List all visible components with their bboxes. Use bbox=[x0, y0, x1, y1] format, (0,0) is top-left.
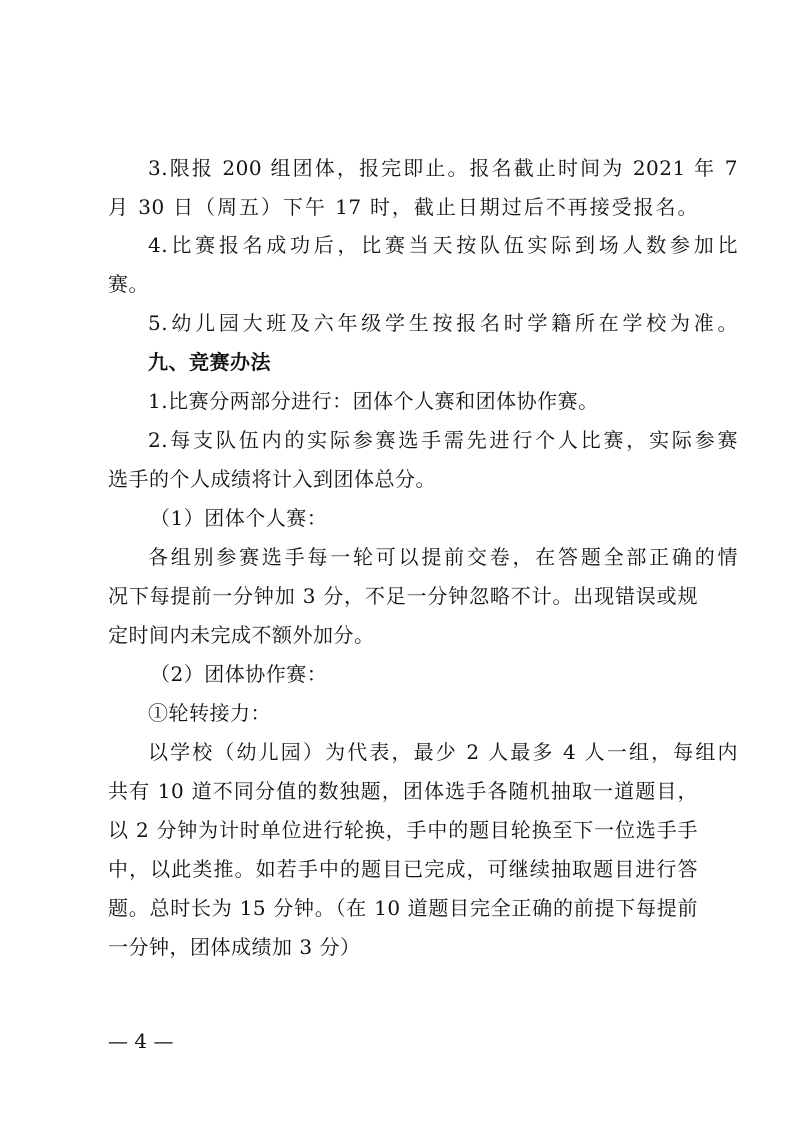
paragraph-line: 定时间内未完成不额外加分。 bbox=[108, 623, 375, 647]
paragraph-line: 1.比赛分两部分进行：团体个人赛和团体协作赛。 bbox=[148, 389, 599, 413]
paragraph-line: 赛。 bbox=[108, 272, 149, 296]
paragraph-line: 况下每提前一分钟加 3 分，不足一分钟忽略不计。出现错误或规 bbox=[108, 584, 698, 608]
subsection-heading: ①轮转接力： bbox=[148, 701, 271, 725]
paragraph-line: 月 30 日（周五）下午 17 时，截止日期过后不再接受报名。 bbox=[108, 195, 698, 219]
paragraph-line: 以 2 分钟为计时单位进行轮换，手中的题目轮换至下一位选手手 bbox=[108, 818, 698, 842]
paragraph-line: 3.限报 200 组团体，报完即止。报名截止时间为 2021 年 7 bbox=[148, 156, 738, 180]
subsection-heading: （1）团体个人赛： bbox=[150, 506, 328, 530]
paragraph-line: 5.幼儿园大班及六年级学生按报名时学籍所在学校为准。 bbox=[148, 311, 738, 335]
paragraph-line: 一分钟，团体成绩加 3 分） bbox=[108, 935, 361, 959]
paragraph-line: 2.每支队伍内的实际参赛选手需先进行个人比赛，实际参赛 bbox=[148, 428, 738, 452]
paragraph-line: 选手的个人成绩将计入到团体总分。 bbox=[108, 467, 436, 491]
paragraph-line: 中，以此类推。如若手中的题目已完成，可继续抽取题目进行答 bbox=[108, 857, 698, 881]
paragraph-line: 共有 10 道不同分值的数独题，团体选手各随机抽取一道题目， bbox=[108, 779, 698, 803]
paragraph-line: 各组别参赛选手每一轮可以提前交卷，在答题全部正确的情 bbox=[148, 545, 738, 569]
paragraph-line: 以学校（幼儿园）为代表，最少 2 人最多 4 人一组，每组内 bbox=[148, 740, 738, 764]
paragraph-line: 题。总时长为 15 分钟。（在 10 道题目完全正确的前提下每提前 bbox=[108, 896, 698, 920]
subsection-heading: （2）团体协作赛： bbox=[150, 662, 328, 686]
paragraph-line: 4.比赛报名成功后，比赛当天按队伍实际到场人数参加比 bbox=[148, 233, 738, 257]
section-heading: 九、竞赛办法 bbox=[148, 350, 271, 374]
page-number: — 4 — bbox=[108, 1029, 174, 1053]
